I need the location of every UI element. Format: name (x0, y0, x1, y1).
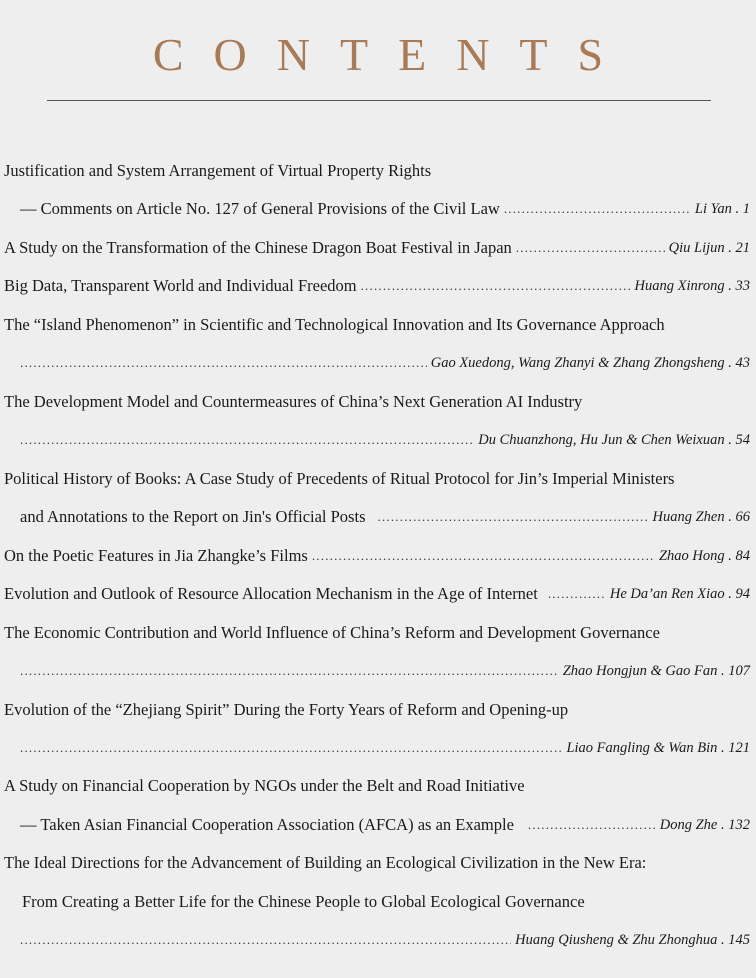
toc-entry-title-line (4, 614, 750, 652)
leader-dots (516, 240, 665, 256)
leader-dots (20, 932, 511, 948)
leader-dots (20, 663, 559, 679)
leader-dots (528, 817, 656, 833)
entry-author-page: Zhao Hong . 84 (658, 547, 750, 564)
leader-dots (20, 355, 427, 371)
toc-entry-leader-line (20, 344, 750, 382)
entry-title: A Study on Financial Cooperation by NGOs under the Belt and Road Initiative (4, 776, 525, 795)
entry-title: Political History of Books: A Case Study of Precedents of Ritual Protocol for Jin’s Imperial Ministers (4, 469, 675, 488)
entry-author-page: He Da’an Ren Xiao . 94 (609, 585, 750, 602)
toc-entry-leader-line (20, 652, 750, 690)
entry-title: The Ideal Directions for the Advancement of Building an Ecological Civilization in the New Era: (4, 853, 647, 872)
toc-entry-line (4, 575, 750, 613)
entry-author-page: Liao Fangling & Wan Bin . 121 (566, 739, 750, 756)
toc-entry-line (4, 267, 750, 305)
toc-entry-title-line (4, 844, 750, 882)
title-divider (47, 100, 711, 101)
toc-entry-title-line (4, 152, 750, 190)
leader-dots (504, 201, 691, 217)
toc-entry-leader-line (20, 921, 750, 959)
entry-title: Evolution and Outlook of Resource Allocation Mechanism in the Age of Internet (4, 584, 538, 603)
entry-subtitle: From Creating a Better Life for the Chinese People to Global Ecological Governance (22, 892, 585, 911)
entry-author-page: Dong Zhe . 132 (659, 816, 750, 833)
entry-title: A Study on the Transformation of the Chinese Dragon Boat Festival in Japan (4, 238, 512, 257)
entry-author-page: Huang Xinrong . 33 (634, 277, 750, 294)
entry-subtitle: — Comments on Article No. 127 of General Provisions of the Civil Law (20, 199, 500, 218)
entry-title: Justification and System Arrangement of Virtual Property Rights (4, 161, 432, 180)
toc-entry-subtitle-line (20, 498, 750, 536)
entry-author-page: Qiu Lijun . 21 (668, 239, 750, 256)
leader-dots (378, 509, 649, 525)
toc-entry-title-line (4, 460, 750, 498)
toc-entry-subtitle-line (20, 806, 750, 844)
entry-title: On the Poetic Features in Jia Zhangke’s Films (4, 546, 308, 565)
entry-author-page: Zhao Hongjun & Gao Fan . 107 (562, 662, 750, 679)
entry-title: The “Island Phenomenon” in Scientific and Technological Innovation and Its Governance Approach (4, 315, 665, 334)
toc-entry-leader-line (20, 421, 750, 459)
toc-entry-title-line (4, 383, 750, 421)
leader-dots (20, 432, 474, 448)
toc-entry-subtitle-line (20, 190, 750, 228)
entry-author-page: Huang Qiusheng & Zhu Zhonghua . 145 (515, 931, 750, 948)
toc-entry-line (4, 229, 750, 267)
leader-dots (548, 586, 606, 602)
toc-entry-line (4, 537, 750, 575)
leader-dots (361, 278, 631, 294)
entry-author-page: Li Yan . 1 (694, 200, 750, 217)
toc-entry-title-line (4, 767, 750, 805)
entry-title: The Development Model and Countermeasures of China’s Next Generation AI Industry (4, 392, 583, 411)
entry-title: The Economic Contribution and World Influence of China’s Reform and Development Governance (4, 623, 660, 642)
toc-entry-leader-line (20, 729, 750, 767)
entry-subtitle: and Annotations to the Report on Jin's Official Posts (20, 507, 366, 526)
leader-dots (312, 548, 655, 564)
leader-dots (20, 740, 562, 756)
entry-author-page: Huang Zhen . 66 (652, 508, 750, 525)
toc-entry-title-line (4, 306, 750, 344)
page-title: CONTENTS (152, 29, 634, 80)
toc-entry-subtitle-line (22, 883, 750, 921)
entry-author-page: Gao Xuedong, Wang Zhanyi & Zhang Zhongsheng . 43 (430, 354, 750, 371)
entry-title: Big Data, Transparent World and Individual Freedom (4, 276, 357, 295)
entry-subtitle: — Taken Asian Financial Cooperation Association (AFCA) as an Example (20, 815, 514, 834)
entry-title: Evolution of the “Zhejiang Spirit” During the Forty Years of Reform and Opening-up (4, 700, 569, 719)
toc-entry-title-line (4, 691, 750, 729)
entry-author-page: Du Chuanzhong, Hu Jun & Chen Weixuan . 54 (478, 431, 750, 448)
